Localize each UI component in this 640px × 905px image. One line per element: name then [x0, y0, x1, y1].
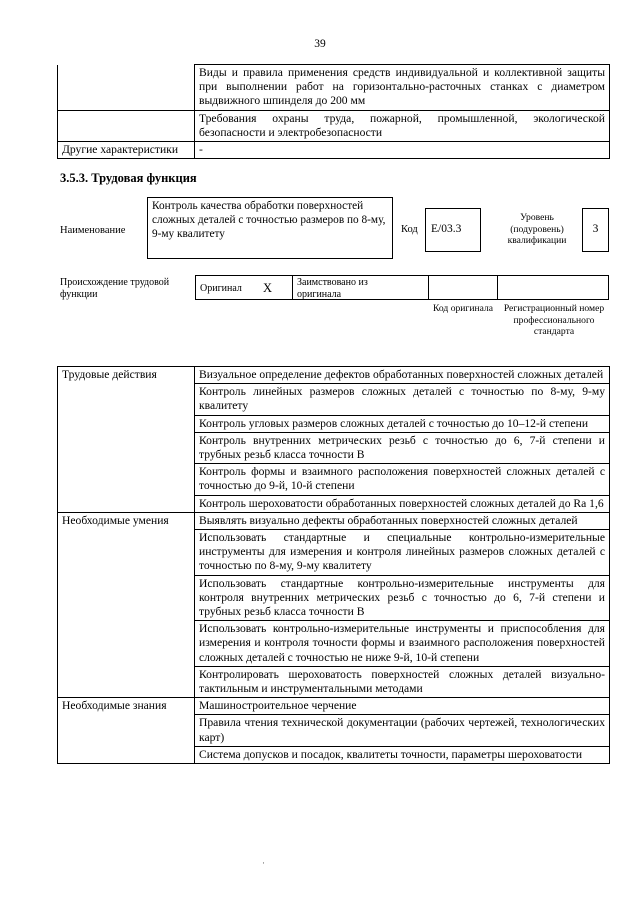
name-label: Наименование: [60, 225, 126, 236]
borrowed-label: Заимствовано из оригинала: [297, 277, 368, 300]
section-title: 3.5.3. Трудовая функция: [60, 171, 197, 185]
table-row: [58, 698, 610, 715]
code-value: E/03.3: [431, 223, 462, 235]
table-cell-label: [58, 110, 195, 141]
table-cell-value: Выявлять визуально дефекты обработанных поверхностей сложных деталей: [195, 512, 610, 529]
table-row: [58, 367, 610, 384]
table-cell-label: Другие характеристики: [58, 142, 195, 159]
scan-speck: ·: [262, 858, 265, 868]
reg-number-label: Регистрационный номер профессионального стандарта: [503, 303, 605, 337]
table-cell-value: Использовать стандартные и специальные контрольно-измерительные инструменты для измерения и контроля линейных размеров сложных деталей с точностью по 8-му, 9-му квалитету: [195, 530, 610, 576]
origin-label: Происхождение трудовой функции: [60, 277, 170, 300]
code-label: Код: [401, 224, 418, 235]
table-cell-value: Использовать контрольно-измерительные инструменты и приспособления для измерения и контроля точности формы и взаимного расположения поверхностей сложных деталей с точностью не ниже 9-й, 10-й степени: [195, 621, 610, 667]
table-row: [58, 65, 610, 111]
table-cell-value: Виды и правила применения средств индивидуальной и коллективной защиты при выполнении работ на горизонтально-расточных станках с диаметром выдвижного шпинделя до 200 мм: [195, 65, 610, 111]
table-cell-label: [58, 65, 195, 111]
origin-divider-1: [292, 275, 293, 300]
table-cell-value: Требования охраны труда, пожарной, промышленной, экологической безопасности и электробезопасности: [195, 110, 610, 141]
page-number: 39: [314, 38, 326, 50]
table-row: [58, 512, 610, 529]
table-cell-value: Визуальное определение дефектов обработанных поверхностей сложных деталей: [195, 367, 610, 384]
original-mark: X: [263, 281, 273, 295]
level-label: Уровень (подуровень) квалификации: [507, 212, 567, 246]
main-table: [57, 366, 610, 764]
top-table: [57, 64, 610, 159]
table-cell-value: -: [195, 142, 610, 159]
table-cell-value: Контроль внутренних метрических резьб с точностью до 6, 7-й степени и трубных резьб класса точности В: [195, 432, 610, 463]
table-cell-value: Контроль угловых размеров сложных деталей с точностью до 10–12-й степени: [195, 415, 610, 432]
code-original-label: Код оригинала: [432, 303, 494, 314]
table-cell-value: Контроль формы и взаимного расположения поверхностей сложных деталей с точностью до 9-й, 10-й степени: [195, 464, 610, 495]
table-cell-value: Контролировать шероховатость поверхностей сложных деталей визуально-тактильным и инструментальными методами: [195, 666, 610, 697]
origin-table: [195, 275, 609, 300]
original-label: Оригинал: [200, 283, 242, 294]
table-cell-value: Контроль линейных размеров сложных деталей с точностью по 8-му, 9-му квалитету: [195, 384, 610, 415]
table-row: [58, 142, 610, 159]
origin-divider-2: [428, 275, 429, 300]
table-cell-value: Использовать стандартные контрольно-измерительные инструменты для контроля внутренних метрических резьб с точностью до 6, 7-й степени и трубных резьб класса точности В: [195, 575, 610, 621]
table-cell-value: Контроль шероховатости обработанных поверхностей сложных деталей до Ra 1,6: [195, 495, 610, 512]
group-label: Трудовые действия: [58, 367, 195, 513]
table-cell-value: Машиностроительное черчение: [195, 698, 610, 715]
origin-divider-3: [497, 275, 498, 300]
table-row: [58, 110, 610, 141]
group-label: Необходимые знания: [58, 698, 195, 764]
table-cell-value: Система допусков и посадок, квалитеты точности, параметры шероховатости: [195, 746, 610, 763]
table-cell-value: Правила чтения технической документации (рабочих чертежей, технологических карт): [195, 715, 610, 746]
level-value: 3: [592, 223, 599, 235]
name-value: Контроль качества обработки поверхностей сложных деталей с точностью размеров по 8-му, 9-му квалитету: [152, 200, 386, 240]
group-label: Необходимые умения: [58, 512, 195, 697]
